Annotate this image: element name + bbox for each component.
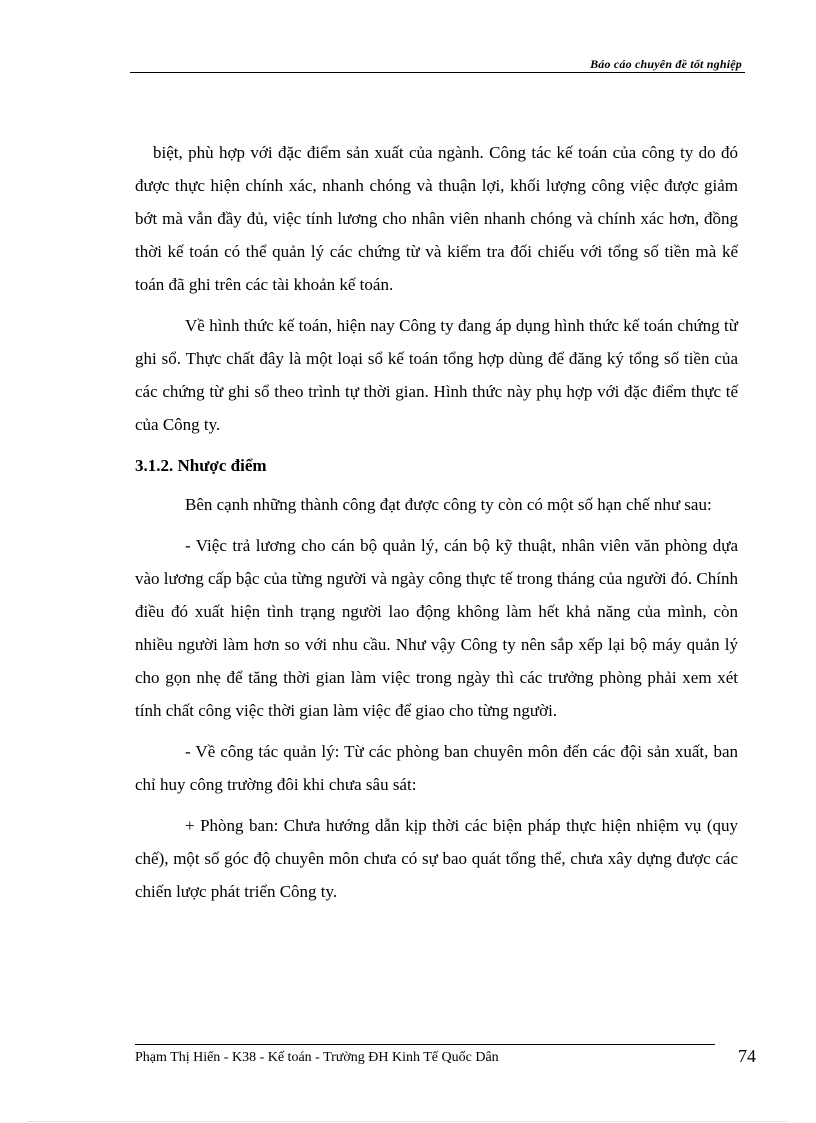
paragraph-4: - Việc trả lương cho cán bộ quản lý, cán bộ kỹ thuật, nhân viên văn phòng dựa vào lương cấp bậc của từng người và ngày công thực tế trong tháng của người đó. Chính điều đó xuất hiện tình trạng người lao động không làm hết khả năng của mình, còn nhiều người làm hơn so với nhu cầu. Như vậy Công ty nên sắp xếp lại bộ máy quản lý cho gọn nhẹ để tăng thời gian làm việc trong ngày thì các trưởng phòng phải xem xét tính chất công việc thời gian làm việc để giao cho từng người. — [135, 536, 738, 720]
document-body — [135, 136, 738, 916]
section-heading: 3.1.2. Nhược điểm — [135, 456, 267, 475]
paragraph-5: - Về công tác quản lý: Từ các phòng ban chuyên môn đến các đội sản xuất, ban chỉ huy công trường đôi khi chưa sâu sát: — [135, 742, 738, 794]
header-rule — [130, 72, 745, 73]
paragraph-2: Về hình thức kế toán, hiện nay Công ty đang áp dụng hình thức kế toán chứng từ ghi sổ. Thực chất đây là một loại sổ kế toán tổng hợp dùng để đăng ký tổng số tiền của các chứng từ ghi sổ theo trình tự thời gian. Hình thức này phụ hợp với đặc điểm thực tế của Công ty. — [135, 316, 738, 434]
paragraph-3: Bên cạnh những thành công đạt được công ty còn có một số hạn chế như sau: — [185, 495, 712, 514]
page-number: 74 — [738, 1046, 756, 1066]
page-edge-dots — [28, 1121, 788, 1122]
header-title: Báo cáo chuyên đề tốt nghiệp — [590, 57, 742, 71]
paragraph-1: biệt, phù hợp với đặc điểm sản xuất của ngành. Công tác kế toán của công ty do đó được thực hiện chính xác, nhanh chóng và thuận lợi, khối lượng công việc được giảm bớt mà vẫn đầy đủ, việc tính lương cho nhân viên nhanh chóng và chính xác hơn, đồng thời kế toán có thể quản lý các chứng từ và kiểm tra đối chiếu với tổng số tiền mà kế toán đã ghi trên các tài khoản kế toán. — [135, 143, 738, 294]
footer-author-line: Phạm Thị Hiển - K38 - Kế toán - Trường ĐH Kinh Tế Quốc Dân — [135, 1050, 499, 1065]
footer-rule — [135, 1044, 715, 1045]
paragraph-6: + Phòng ban: Chưa hướng dẫn kịp thời các biện pháp thực hiện nhiệm vụ (quy chế), một số góc độ chuyên môn chưa có sự bao quát tổng thể, chưa xây dựng được các chiến lược phát triển Công ty. — [135, 816, 738, 901]
